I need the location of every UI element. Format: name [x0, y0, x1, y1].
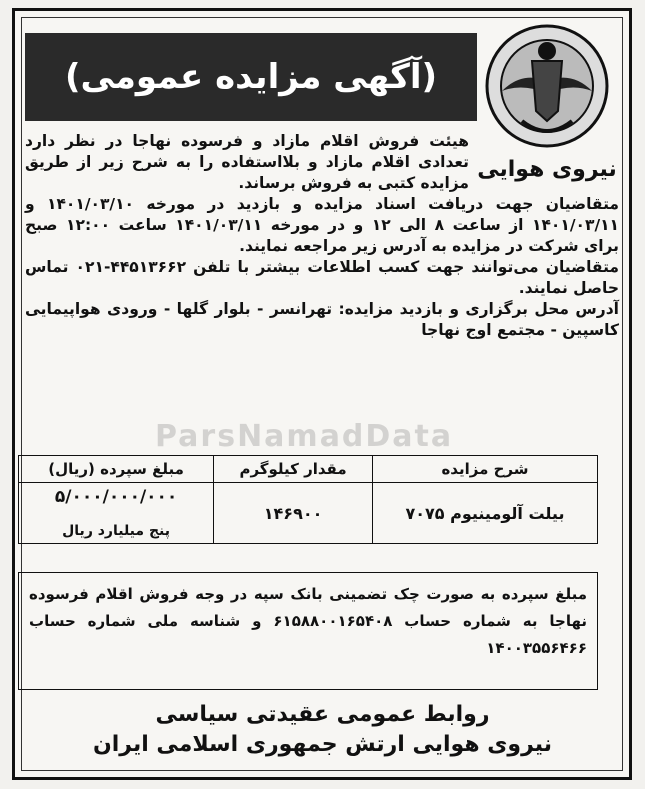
table-header-row: [19, 456, 598, 483]
visit-paragraph: متقاضیان جهت دریافت اسناد مزایده و بازدید در مورخه ۱۴۰۱/۰۳/۱۰ و ۱۴۰۱/۰۳/۱۱ از ساعت ۸ الی ۱۲ و در مورخه ۱۴۰۱/۰۳/۱۱ ساعت ۱۲:۰۰ صبح برای شرکت در مزایده به آدرس زیر مراجعه نمایند.: [25, 195, 620, 255]
items-table: [18, 455, 598, 544]
address-paragraph: آدرس محل برگزاری و بازدید مزایده: تهرانسر - بلوار گلها - ورودی هواپیمایی کاسپین - مجتمع اوج نهاجا: [25, 300, 619, 339]
table-row: [19, 483, 598, 544]
item-deposit: ۵/۰۰۰/۰۰۰/۰۰۰: [54, 487, 178, 507]
footer: [10, 700, 635, 760]
item-desc: بیلت آلومینیوم ۷۰۷۵: [372, 483, 597, 544]
footer-line-1: روابط عمومی عقیدتی سیاسی: [155, 702, 490, 727]
col-desc-header: شرح مزایده: [372, 456, 597, 483]
announcement-body: [25, 131, 619, 341]
footer-line-2: نیروی هوایی ارتش جمهوری اسلامی ایران: [92, 732, 553, 757]
item-deposit-cell: [19, 483, 214, 544]
deposit-note: مبلغ سپرده به صورت چک تضمینی بانک سپه در وجه فروش اقلام فرسوده نهاجا به شماره حساب ۶۱۵۸۸۰۰۱۶۵۴۰۸ و شناسه ملی شماره حساب ۱۴۰۰۳۵۵۶۴۶۶: [18, 572, 598, 690]
col-deposit-header: مبلغ سپرده (ریال): [19, 456, 214, 483]
item-qty: ۱۴۶۹۰۰: [214, 483, 373, 544]
watermark: ParsNamadData: [155, 419, 454, 454]
item-deposit-words: پنج میلیارد ریال: [62, 523, 170, 539]
col-qty-header: مقدار کیلوگرم: [214, 456, 373, 483]
page-title: (آگهی مزایده عمومی): [25, 33, 477, 121]
contact-paragraph: متقاضیان می‌توانند جهت کسب اطلاعات بیشتر با تلفن ۴۴۵۱۳۶۶۲-۰۲۱ تماس حاصل نمایند.: [25, 258, 619, 297]
unit-name: نیروی هوایی: [477, 157, 617, 182]
intro-paragraph: هیئت فروش اقلام مازاد و فرسوده نهاجا در نظر دارد تعدادی اقلام مازاد و بلااستفاده را به شرح زیر از طریق مزایده کتبی به فروش برساند.: [25, 132, 469, 192]
